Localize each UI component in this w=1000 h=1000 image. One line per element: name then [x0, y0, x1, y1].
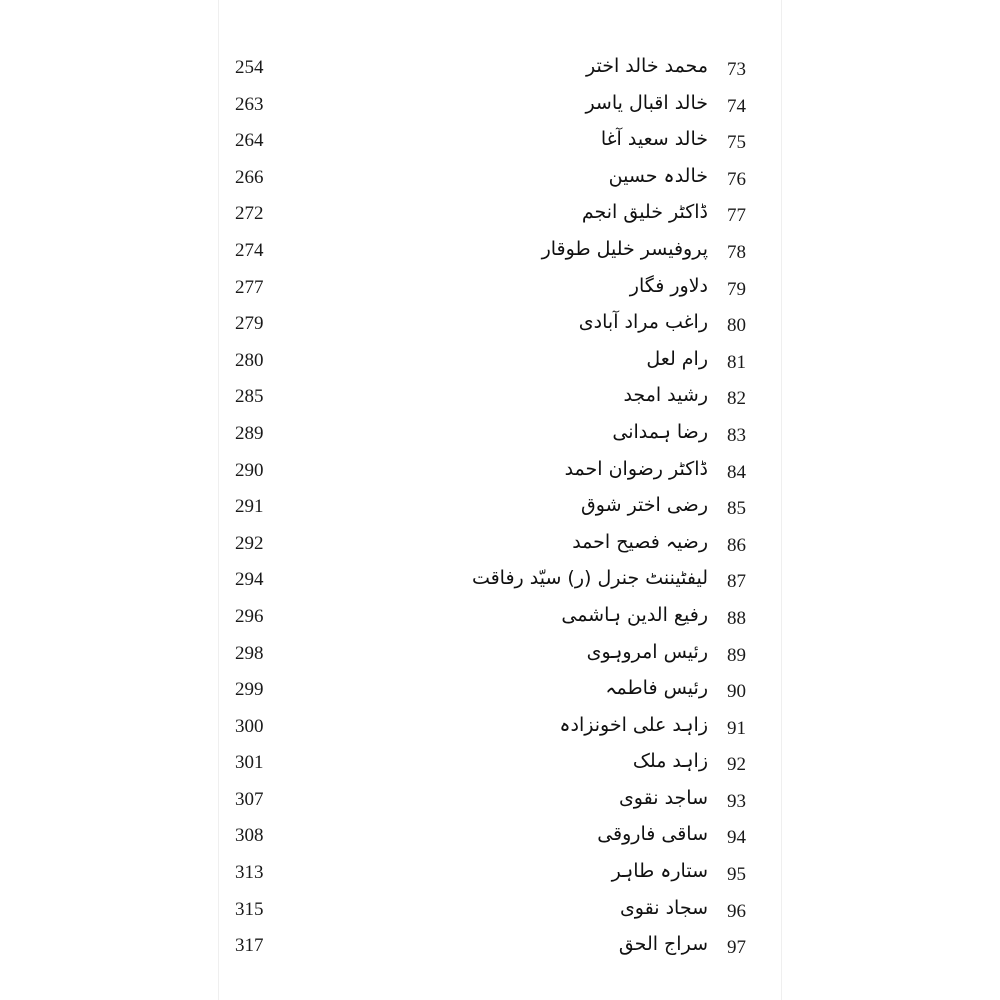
- toc-entry: [219, 418, 781, 455]
- toc-entry: [219, 381, 781, 418]
- toc-entry-number: 80: [727, 315, 746, 337]
- toc-page-number: 277: [235, 276, 264, 298]
- toc-page-number: 274: [235, 239, 264, 261]
- toc-entry-number: 86: [727, 534, 746, 556]
- toc-author-name: لیفٹیننٹ جنرل (ر) سیّد رفاقت: [471, 567, 708, 590]
- toc-author-name: خالد سعید آغا: [600, 128, 708, 151]
- toc-entry-number: 77: [727, 205, 746, 227]
- toc-entry-number: 76: [727, 168, 746, 190]
- toc-entry-number: 96: [727, 900, 746, 922]
- book-page: [219, 0, 781, 1000]
- toc-author-name: راغب مراد آبادی: [578, 311, 708, 334]
- toc-author-name: سراج الحق: [618, 933, 708, 956]
- toc-page-number: 313: [235, 862, 264, 884]
- toc-author-name: زاہد علی اخونزادہ: [559, 713, 708, 736]
- toc-author-name: ڈاکٹر خلیق انجم: [581, 201, 708, 224]
- toc-entry: [219, 345, 781, 382]
- toc-entry-number: 97: [727, 937, 746, 959]
- toc-entry: [219, 272, 781, 309]
- toc-entry: [219, 747, 781, 784]
- toc-entry-number: 79: [727, 278, 746, 300]
- toc-author-name: پروفیسر خلیل طوقار: [541, 237, 708, 260]
- toc-author-name: رئیس فاطمہ: [605, 677, 708, 700]
- toc-entry: [219, 674, 781, 711]
- toc-author-name: سجاد نقوی: [619, 896, 708, 919]
- toc-entry-number: 73: [727, 59, 746, 80]
- toc-entry-number: 85: [727, 498, 746, 520]
- toc-entry: [219, 162, 781, 199]
- toc-entry: [219, 784, 781, 821]
- toc-page-number: 300: [235, 715, 264, 737]
- toc-entry-number: 89: [727, 644, 746, 666]
- toc-entry: [219, 235, 781, 272]
- toc-entry-number: 87: [727, 571, 746, 593]
- toc-entry-number: 81: [727, 351, 746, 373]
- toc-entry: [219, 198, 781, 235]
- toc-author-name: رضی اختر شوق: [581, 494, 708, 517]
- toc-entry: [219, 857, 781, 894]
- toc-author-name: خالد اقبال یاسر: [585, 91, 708, 114]
- toc-page-number: 296: [235, 605, 264, 627]
- toc-page-number: 315: [235, 898, 264, 920]
- toc-author-name: زاہد ملک: [632, 750, 708, 773]
- toc-entry-number: 82: [727, 388, 746, 410]
- toc-entry-number: 90: [727, 681, 746, 703]
- toc-entry: [219, 930, 781, 967]
- toc-entry-number: 88: [727, 607, 746, 629]
- toc-page-number: 317: [235, 935, 264, 957]
- toc-page-number: 292: [235, 532, 264, 554]
- toc-entry-number: 78: [727, 241, 746, 263]
- toc-entry: [219, 894, 781, 931]
- toc-entry: [219, 711, 781, 748]
- toc-author-name: خالدہ حسین: [608, 164, 708, 187]
- toc-entry: [219, 491, 781, 528]
- toc-entry-number: 83: [727, 424, 746, 446]
- toc-page-number: 272: [235, 203, 264, 225]
- toc-entry-number: 94: [727, 827, 746, 849]
- toc-page-number: 264: [235, 130, 264, 152]
- toc-page-number: 263: [235, 93, 264, 115]
- toc-author-name: رام لعل: [646, 347, 708, 370]
- toc-entry-number: 92: [727, 754, 746, 776]
- table-of-contents: [219, 52, 781, 967]
- toc-entry-number: 95: [727, 864, 746, 886]
- toc-author-name: دلاور فگار: [629, 274, 708, 297]
- toc-author-name: محمد خالد اختر: [585, 55, 708, 77]
- toc-author-name: ساجد نقوی: [618, 786, 708, 809]
- toc-entry-number: 84: [727, 461, 746, 483]
- toc-entry: [219, 125, 781, 162]
- toc-entry: [219, 564, 781, 601]
- toc-entry: [219, 638, 781, 675]
- toc-entry: [219, 52, 781, 89]
- toc-author-name: رضا ہمدانی: [612, 420, 708, 443]
- toc-entry: [219, 308, 781, 345]
- toc-entry-number: 74: [727, 95, 746, 117]
- toc-page-number: 291: [235, 496, 264, 518]
- toc-author-name: ساقی فاروقی: [597, 823, 708, 846]
- toc-page-number: 307: [235, 788, 264, 810]
- toc-page-number: 289: [235, 422, 264, 444]
- toc-entry-number: 91: [727, 717, 746, 739]
- toc-page-number: 294: [235, 569, 264, 591]
- toc-entry-number: 93: [727, 790, 746, 812]
- toc-page-number: 299: [235, 679, 264, 701]
- toc-page-number: 279: [235, 313, 264, 335]
- toc-page-number: 298: [235, 642, 264, 664]
- toc-entry-number: 75: [727, 132, 746, 154]
- toc-author-name: رئیس امروہوی: [586, 640, 708, 663]
- toc-page-number: 266: [235, 166, 264, 188]
- toc-author-name: رشید امجد: [623, 384, 708, 407]
- toc-page-number: 290: [235, 459, 264, 481]
- toc-entry: [219, 455, 781, 492]
- toc-entry: [219, 89, 781, 126]
- toc-page-number: 301: [235, 752, 264, 774]
- toc-page-number: 308: [235, 825, 264, 847]
- toc-page-number: 254: [235, 57, 264, 78]
- toc-author-name: رضیہ فصیح احمد: [572, 530, 708, 553]
- toc-author-name: رفیع الدین ہاشمی: [561, 603, 708, 626]
- toc-entry: [219, 601, 781, 638]
- toc-entry: [219, 528, 781, 565]
- toc-page-number: 280: [235, 349, 264, 371]
- toc-entry: [219, 820, 781, 857]
- toc-page-number: 285: [235, 386, 264, 408]
- toc-author-name: ڈاکٹر رضوان احمد: [564, 457, 708, 480]
- toc-author-name: ستارہ طاہر: [611, 860, 708, 883]
